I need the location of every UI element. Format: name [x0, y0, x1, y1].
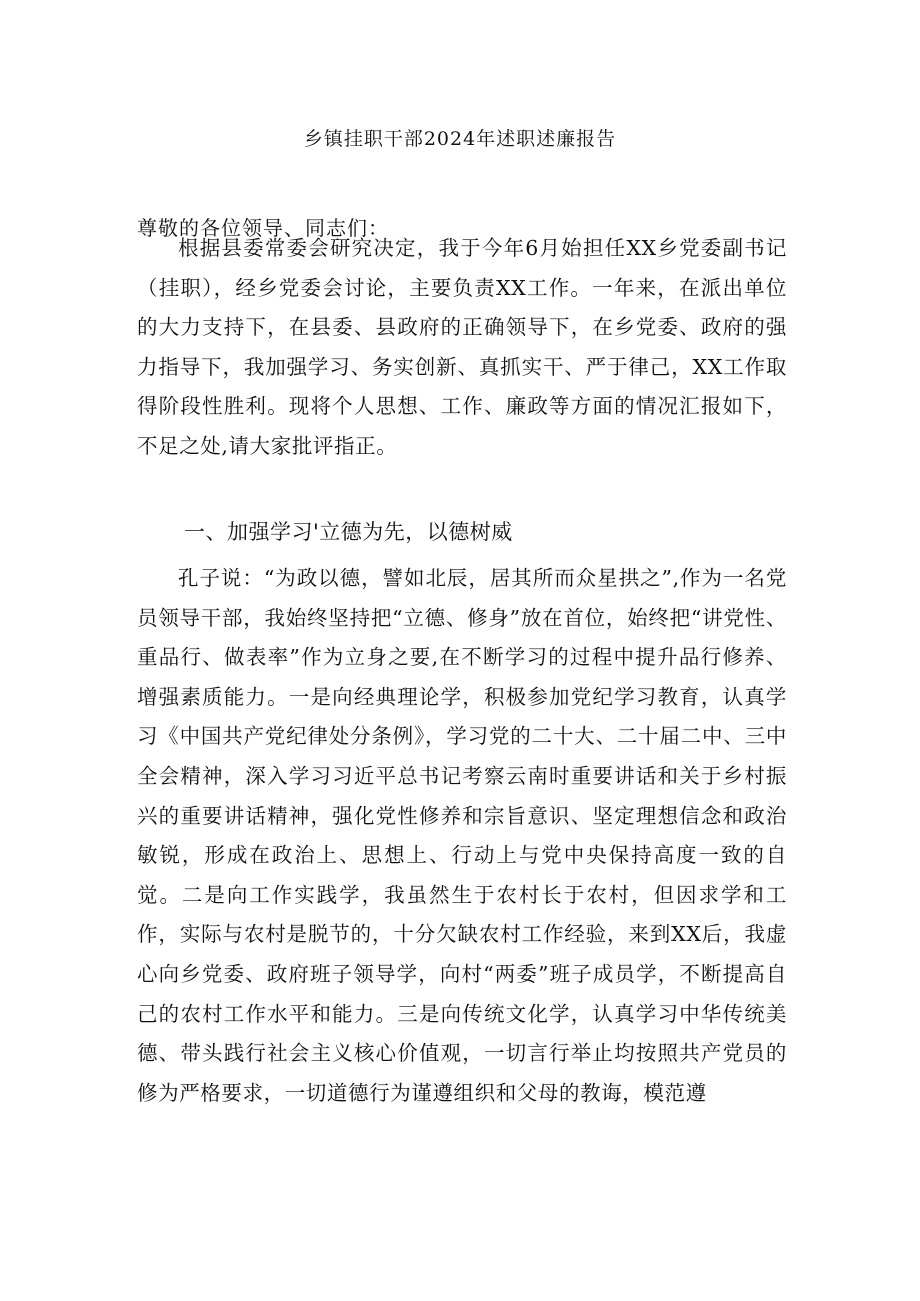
intro-block [137, 227, 787, 467]
section-1-paragraph: 孔子说：“为政以德，譬如北辰，居其所而众星拱之”,作为一名党员领导干部，我始终坚持把“立德、修身”放在首位，始终把“讲党性、重品行、做表率”作为立身之要,在不断学习的过程中提升品行修养、增强素质能力。一是向经典理论学，积极参加党纪学习教育，认真学习《中国共产党纪律处分条例》，学习党的二十大、二十届二中、三中全会精神，深入学习习近平总书记考察云南时重要讲话和关于乡村振兴的重要讲话精神，强化党性修养和宗旨意识、坚定理想信念和政治敏锐，形成在政治上、思想上、行动上与党中央保持高度一致的自觉。二是向工作实践学，我虽然生于农村长于农村，但因求学和工作，实际与农村是脱节的，十分欠缺农村工作经验，来到XX后，我虚心向乡党委、政府班子领导学，向村“两委”班子成员学，不断提高自己的农村工作水平和能力。三是向传统文化学，认真学习中华传统美德、带头践行社会主义核心价值观，一切言行举止均按照共产党员的修为严格要求，一切道德行为谨遵组织和父母的教诲，模范遵 [137, 566, 787, 1105]
intro-paragraph: 根据县委常委会研究决定，我于今年6月始担任XX乡党委副书记（挂职），经乡党委会讨论，主要负责XX工作。一年来，在派出单位的大力支持下，在县委、县政府的正确领导下，在乡党委、政府的强力指导下，我加强学习、务实创新、真抓实干、严于律己，XX工作取得阶段性胜利。现将个人思想、工作、廉政等方面的情况汇报如下，不足之处,请大家批评指正。 [137, 236, 787, 458]
section-1-heading: 一、加强学习'立德为先，以德树威 [184, 520, 513, 544]
document-title: 乡镇挂职干部2024年述职述廉报告 [303, 128, 617, 150]
salutation: 尊敬的各位领导、同志们： [137, 216, 389, 240]
section-1-block [137, 559, 787, 1113]
